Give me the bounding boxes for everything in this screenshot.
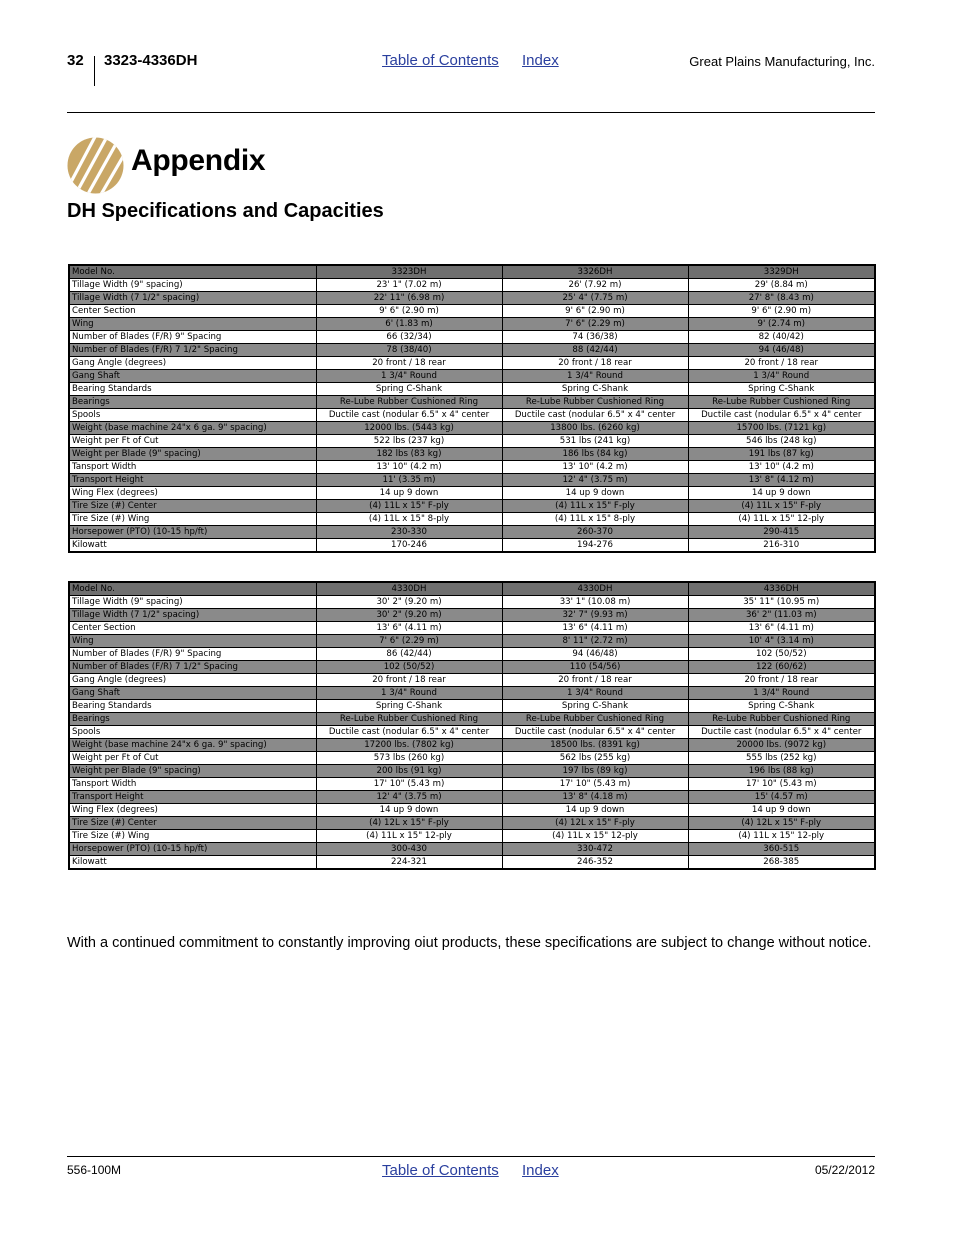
spec-value-cell: 12' 4" (3.75 m): [316, 791, 502, 804]
spec-value-cell: 94 (46/48): [688, 344, 875, 357]
spec-value-cell: 102 (50/52): [688, 648, 875, 661]
table-row: [69, 739, 875, 752]
spec-value-cell: 522 lbs (237 kg): [316, 435, 502, 448]
spec-label-cell: Model No.: [69, 265, 316, 279]
spec-value-cell: (4) 11L x 15" 8-ply: [502, 513, 688, 526]
spec-value-cell: 230-330: [316, 526, 502, 539]
table-row: [69, 539, 875, 553]
spec-value-cell: 82 (40/42): [688, 331, 875, 344]
spec-value-cell: 25' 4" (7.75 m): [502, 292, 688, 305]
spec-value-cell: 30' 2" (9.20 m): [316, 609, 502, 622]
table-row: [69, 843, 875, 856]
spec-label-cell: Transport Height: [69, 791, 316, 804]
spec-value-cell: 9' 6" (2.90 m): [502, 305, 688, 318]
table-row: [69, 713, 875, 726]
spec-value-cell: Ductile cast (nodular 6.5" x 4" center: [502, 409, 688, 422]
table-row: [69, 817, 875, 830]
spec-value-cell: 13' 8" (4.18 m): [502, 791, 688, 804]
spec-value-cell: 88 (42/44): [502, 344, 688, 357]
spec-value-cell: 22' 11" (6.98 m): [316, 292, 502, 305]
spec-label-cell: Number of Blades (F/R) 7 1/2" Spacing: [69, 344, 316, 357]
spec-table-3323-3329: [68, 264, 876, 553]
spec-label-cell: Weight (base machine 24"x 6 ga. 9" spacing): [69, 422, 316, 435]
spec-label-cell: Horsepower (PTO) (10-15 hp/ft): [69, 526, 316, 539]
spec-value-cell: 13' 6" (4.11 m): [502, 622, 688, 635]
spec-value-cell: 562 lbs (255 kg): [502, 752, 688, 765]
spec-value-cell: 3323DH: [316, 265, 502, 279]
spec-value-cell: 246-352: [502, 856, 688, 870]
spec-value-cell: 300-430: [316, 843, 502, 856]
spec-value-cell: 17' 10" (5.43 m): [688, 778, 875, 791]
spec-value-cell: 191 lbs (87 kg): [688, 448, 875, 461]
spec-value-cell: 290-415: [688, 526, 875, 539]
spec-value-cell: (4) 11L x 15" 12-ply: [688, 513, 875, 526]
spec-value-cell: 1 3/4" Round: [502, 370, 688, 383]
header-index-link[interactable]: Index: [522, 52, 559, 69]
header-rule: [67, 112, 875, 113]
table-row: [69, 279, 875, 292]
table-row: [69, 752, 875, 765]
table-row: [69, 726, 875, 739]
spec-label-cell: Tire Size (#) Wing: [69, 513, 316, 526]
footer-toc-link[interactable]: Table of Contents: [382, 1162, 499, 1179]
spec-value-cell: 216-310: [688, 539, 875, 553]
spec-value-cell: 20 front / 18 rear: [316, 674, 502, 687]
spec-label-cell: Wing Flex (degrees): [69, 804, 316, 817]
spec-label-cell: Wing: [69, 318, 316, 331]
spec-value-cell: 200 lbs (91 kg): [316, 765, 502, 778]
spec-value-cell: Ductile cast (nodular 6.5" x 4" center: [316, 409, 502, 422]
spec-value-cell: (4) 11L x 15" 12-ply: [688, 830, 875, 843]
spec-value-cell: 13' 6" (4.11 m): [688, 622, 875, 635]
spec-value-cell: 18500 lbs. (8391 kg): [502, 739, 688, 752]
spec-value-cell: 7' 6" (2.29 m): [502, 318, 688, 331]
table-header-row: [69, 582, 875, 596]
spec-value-cell: 35' 11" (10.95 m): [688, 596, 875, 609]
publish-date: 05/22/2012: [814, 1163, 875, 1177]
table-row: [69, 765, 875, 778]
spec-value-cell: 13' 10" (4.2 m): [502, 461, 688, 474]
spec-value-cell: Re-Lube Rubber Cushioned Ring: [316, 713, 502, 726]
spec-value-cell: 12' 4" (3.75 m): [502, 474, 688, 487]
spec-value-cell: (4) 12L x 15" F-ply: [502, 817, 688, 830]
spec-value-cell: 110 (54/56): [502, 661, 688, 674]
table-row: [69, 305, 875, 318]
spec-label-cell: Tire Size (#) Wing: [69, 830, 316, 843]
spec-label-cell: Transport Height: [69, 474, 316, 487]
spec-label-cell: Spools: [69, 409, 316, 422]
spec-value-cell: 17' 10" (5.43 m): [502, 778, 688, 791]
spec-value-cell: 94 (46/48): [502, 648, 688, 661]
spec-value-cell: 13' 6" (4.11 m): [316, 622, 502, 635]
spec-value-cell: 20 front / 18 rear: [502, 674, 688, 687]
spec-value-cell: 32' 7" (9.93 m): [502, 609, 688, 622]
table-row: [69, 357, 875, 370]
spec-value-cell: Re-Lube Rubber Cushioned Ring: [688, 713, 875, 726]
spec-label-cell: Center Section: [69, 622, 316, 635]
spec-label-cell: Wing: [69, 635, 316, 648]
table-row: [69, 830, 875, 843]
spec-value-cell: Ductile cast (nodular 6.5" x 4" center: [502, 726, 688, 739]
spec-value-cell: 33' 1" (10.08 m): [502, 596, 688, 609]
spec-value-cell: 3329DH: [688, 265, 875, 279]
table-row: [69, 648, 875, 661]
great-plains-logo-icon: [67, 137, 124, 194]
table-row: [69, 856, 875, 870]
spec-value-cell: 182 lbs (83 kg): [316, 448, 502, 461]
spec-value-cell: (4) 11L x 15" 12-ply: [316, 830, 502, 843]
spec-value-cell: 573 lbs (260 kg): [316, 752, 502, 765]
spec-value-cell: 224-321: [316, 856, 502, 870]
footer-index-link[interactable]: Index: [522, 1162, 559, 1179]
spec-value-cell: 14 up 9 down: [502, 487, 688, 500]
spec-value-cell: 26' (7.92 m): [502, 279, 688, 292]
spec-value-cell: Re-Lube Rubber Cushioned Ring: [502, 713, 688, 726]
spec-label-cell: Kilowatt: [69, 856, 316, 870]
spec-value-cell: Spring C-Shank: [316, 700, 502, 713]
spec-table-4330-4336: [68, 581, 876, 870]
model-range: 3323-4336DH: [104, 52, 198, 69]
spec-label-cell: Tillage Width (9" spacing): [69, 596, 316, 609]
spec-value-cell: 531 lbs (241 kg): [502, 435, 688, 448]
table-row: [69, 778, 875, 791]
spec-label-cell: Gang Shaft: [69, 687, 316, 700]
spec-value-cell: 186 lbs (84 kg): [502, 448, 688, 461]
spec-value-cell: 23' 1" (7.02 m): [316, 279, 502, 292]
table-row: [69, 674, 875, 687]
spec-value-cell: 1 3/4" Round: [688, 370, 875, 383]
spec-label-cell: Spools: [69, 726, 316, 739]
spec-value-cell: 194-276: [502, 539, 688, 553]
spec-disclaimer: With a continued commitment to constantly improving oiut products, these specifications are subject to change without notice.: [67, 935, 872, 951]
spec-label-cell: Number of Blades (F/R) 9" Spacing: [69, 331, 316, 344]
table-row: [69, 474, 875, 487]
spec-value-cell: 7' 6" (2.29 m): [316, 635, 502, 648]
spec-value-cell: 11' (3.35 m): [316, 474, 502, 487]
spec-value-cell: 122 (60/62): [688, 661, 875, 674]
spec-value-cell: 1 3/4" Round: [316, 687, 502, 700]
spec-value-cell: (4) 11L x 15" 8-ply: [316, 513, 502, 526]
spec-label-cell: Number of Blades (F/R) 9" Spacing: [69, 648, 316, 661]
spec-label-cell: Tillage Width (7 1/2" spacing): [69, 292, 316, 305]
spec-value-cell: 66 (32/34): [316, 331, 502, 344]
spec-value-cell: 20 front / 18 rear: [688, 674, 875, 687]
table-row: [69, 609, 875, 622]
spec-value-cell: 268-385: [688, 856, 875, 870]
header-divider: [94, 56, 95, 86]
header-toc-link[interactable]: Table of Contents: [382, 52, 499, 69]
spec-label-cell: Tillage Width (9" spacing): [69, 279, 316, 292]
spec-value-cell: 17' 10" (5.43 m): [316, 778, 502, 791]
spec-value-cell: (4) 11L x 15" F-ply: [688, 500, 875, 513]
spec-value-cell: Re-Lube Rubber Cushioned Ring: [688, 396, 875, 409]
spec-value-cell: 20 front / 18 rear: [316, 357, 502, 370]
spec-label-cell: Bearings: [69, 713, 316, 726]
spec-value-cell: 14 up 9 down: [688, 487, 875, 500]
table-row: [69, 596, 875, 609]
spec-value-cell: (4) 12L x 15" F-ply: [688, 817, 875, 830]
doc-number: 556-100M: [67, 1163, 122, 1177]
spec-value-cell: 4336DH: [688, 582, 875, 596]
table-row: [69, 370, 875, 383]
spec-value-cell: Spring C-Shank: [502, 383, 688, 396]
spec-value-cell: 15' (4.57 m): [688, 791, 875, 804]
section-title: Appendix: [131, 144, 266, 177]
spec-value-cell: Spring C-Shank: [688, 700, 875, 713]
spec-value-cell: 17200 lbs. (7802 kg): [316, 739, 502, 752]
spec-value-cell: Spring C-Shank: [502, 700, 688, 713]
spec-value-cell: 260-370: [502, 526, 688, 539]
table-row: [69, 396, 875, 409]
spec-label-cell: Center Section: [69, 305, 316, 318]
spec-value-cell: 196 lbs (88 kg): [688, 765, 875, 778]
spec-label-cell: Number of Blades (F/R) 7 1/2" Spacing: [69, 661, 316, 674]
spec-value-cell: (4) 11L x 15" 12-ply: [502, 830, 688, 843]
spec-value-cell: 13' 10" (4.2 m): [688, 461, 875, 474]
spec-label-cell: Tire Size (#) Center: [69, 500, 316, 513]
footer-rule: [67, 1156, 875, 1157]
spec-value-cell: 12000 lbs. (5443 kg): [316, 422, 502, 435]
spec-value-cell: Re-Lube Rubber Cushioned Ring: [316, 396, 502, 409]
spec-value-cell: 29' (8.84 m): [688, 279, 875, 292]
spec-label-cell: Wing Flex (degrees): [69, 487, 316, 500]
spec-value-cell: 1 3/4" Round: [316, 370, 502, 383]
table-header-row: [69, 265, 875, 279]
spec-value-cell: 9' 6" (2.90 m): [316, 305, 502, 318]
spec-value-cell: 10' 4" (3.14 m): [688, 635, 875, 648]
spec-label-cell: Tansport Width: [69, 461, 316, 474]
spec-value-cell: 13' 8" (4.12 m): [688, 474, 875, 487]
table-row: [69, 804, 875, 817]
spec-value-cell: 4330DH: [502, 582, 688, 596]
spec-label-cell: Tire Size (#) Center: [69, 817, 316, 830]
spec-label-cell: Weight per Blade (9" spacing): [69, 765, 316, 778]
spec-value-cell: 20000 lbs. (9072 kg): [688, 739, 875, 752]
spec-label-cell: Gang Shaft: [69, 370, 316, 383]
table-row: [69, 435, 875, 448]
spec-value-cell: 14 up 9 down: [316, 487, 502, 500]
spec-value-cell: 8' 11" (2.72 m): [502, 635, 688, 648]
spec-value-cell: 86 (42/44): [316, 648, 502, 661]
spec-value-cell: 3326DH: [502, 265, 688, 279]
spec-value-cell: 14 up 9 down: [316, 804, 502, 817]
spec-value-cell: 197 lbs (89 kg): [502, 765, 688, 778]
table-row: [69, 448, 875, 461]
spec-value-cell: 20 front / 18 rear: [502, 357, 688, 370]
spec-label-cell: Weight per Ft of Cut: [69, 752, 316, 765]
company-name: Great Plains Manufacturing, Inc.: [689, 54, 875, 69]
spec-value-cell: 14 up 9 down: [502, 804, 688, 817]
spec-label-cell: Bearings: [69, 396, 316, 409]
spec-value-cell: 13800 lbs. (6260 kg): [502, 422, 688, 435]
spec-value-cell: 4330DH: [316, 582, 502, 596]
spec-value-cell: 1 3/4" Round: [688, 687, 875, 700]
spec-label-cell: Bearing Standards: [69, 700, 316, 713]
spec-label-cell: Tillage Width (7 1/2" spacing): [69, 609, 316, 622]
spec-label-cell: Tansport Width: [69, 778, 316, 791]
spec-label-cell: Kilowatt: [69, 539, 316, 553]
spec-label-cell: Model No.: [69, 582, 316, 596]
spec-value-cell: 15700 lbs. (7121 kg): [688, 422, 875, 435]
spec-value-cell: Ductile cast (nodular 6.5" x 4" center: [688, 726, 875, 739]
spec-value-cell: 330-472: [502, 843, 688, 856]
spec-value-cell: 546 lbs (248 kg): [688, 435, 875, 448]
table-row: [69, 318, 875, 331]
spec-value-cell: 13' 10" (4.2 m): [316, 461, 502, 474]
spec-value-cell: 102 (50/52): [316, 661, 502, 674]
table-row: [69, 622, 875, 635]
spec-value-cell: 6' (1.83 m): [316, 318, 502, 331]
spec-value-cell: 360-515: [688, 843, 875, 856]
table-row: [69, 487, 875, 500]
spec-label-cell: Weight (base machine 24"x 6 ga. 9" spacing): [69, 739, 316, 752]
spec-value-cell: 14 up 9 down: [688, 804, 875, 817]
spec-value-cell: 27' 8" (8.43 m): [688, 292, 875, 305]
table-row: [69, 635, 875, 648]
spec-value-cell: 170-246: [316, 539, 502, 553]
table-row: [69, 791, 875, 804]
spec-value-cell: 1 3/4" Round: [502, 687, 688, 700]
spec-value-cell: 9' 6" (2.90 m): [688, 305, 875, 318]
spec-label-cell: Horsepower (PTO) (10-15 hp/ft): [69, 843, 316, 856]
spec-value-cell: Spring C-Shank: [316, 383, 502, 396]
spec-value-cell: 9' (2.74 m): [688, 318, 875, 331]
table-row: [69, 292, 875, 305]
spec-value-cell: 555 lbs (252 kg): [688, 752, 875, 765]
spec-value-cell: 78 (38/40): [316, 344, 502, 357]
table-row: [69, 700, 875, 713]
spec-value-cell: (4) 11L x 15" F-ply: [316, 500, 502, 513]
spec-label-cell: Bearing Standards: [69, 383, 316, 396]
table-row: [69, 409, 875, 422]
table-row: [69, 331, 875, 344]
table-row: [69, 461, 875, 474]
spec-value-cell: 74 (36/38): [502, 331, 688, 344]
table-row: [69, 383, 875, 396]
spec-value-cell: 30' 2" (9.20 m): [316, 596, 502, 609]
table-row: [69, 500, 875, 513]
table-row: [69, 344, 875, 357]
page-number: 32: [67, 52, 84, 69]
spec-value-cell: (4) 11L x 15" F-ply: [502, 500, 688, 513]
spec-value-cell: (4) 12L x 15" F-ply: [316, 817, 502, 830]
spec-value-cell: Spring C-Shank: [688, 383, 875, 396]
table-row: [69, 687, 875, 700]
table-row: [69, 661, 875, 674]
table-row: [69, 513, 875, 526]
spec-value-cell: 20 front / 18 rear: [688, 357, 875, 370]
spec-label-cell: Gang Angle (degrees): [69, 357, 316, 370]
spec-label-cell: Gang Angle (degrees): [69, 674, 316, 687]
table-row: [69, 526, 875, 539]
section-subtitle: DH Specifications and Capacities: [67, 200, 384, 222]
spec-label-cell: Weight per Blade (9" spacing): [69, 448, 316, 461]
spec-value-cell: Ductile cast (nodular 6.5" x 4" center: [688, 409, 875, 422]
spec-value-cell: Ductile cast (nodular 6.5" x 4" center: [316, 726, 502, 739]
spec-value-cell: 36' 2" (11.03 m): [688, 609, 875, 622]
spec-value-cell: Re-Lube Rubber Cushioned Ring: [502, 396, 688, 409]
table-row: [69, 422, 875, 435]
spec-label-cell: Weight per Ft of Cut: [69, 435, 316, 448]
